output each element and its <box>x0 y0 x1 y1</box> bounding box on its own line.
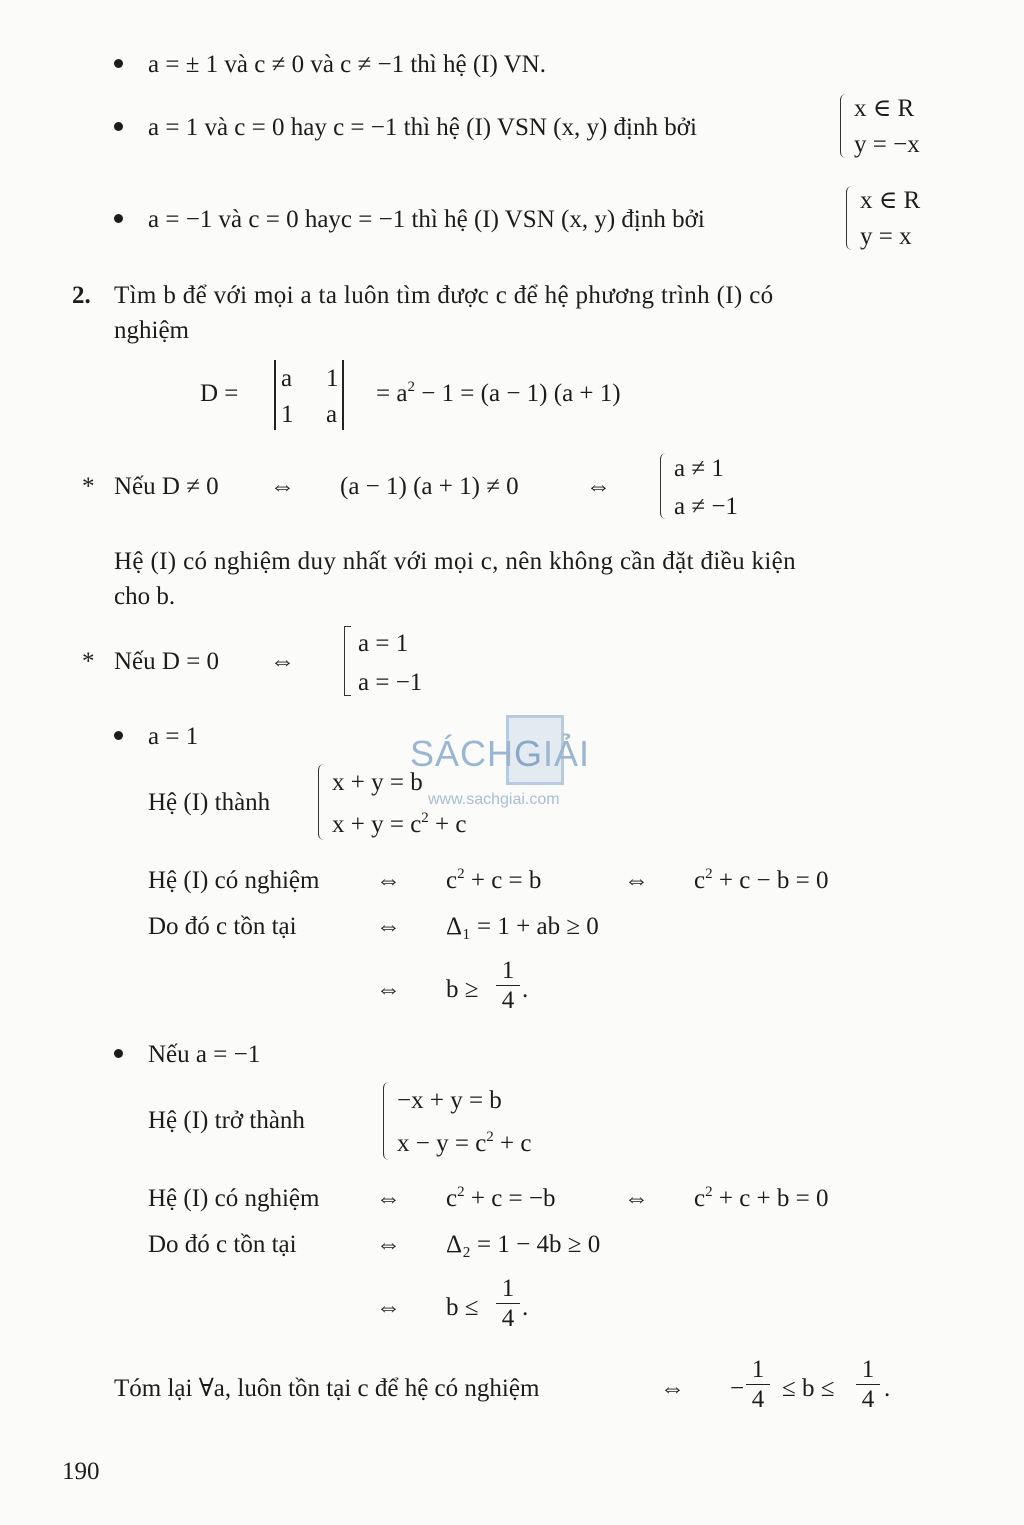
text-line: a = 1 và c = 0 hay c = −1 thì hệ (I) VSN (x, y) định bởi <box>148 114 697 141</box>
brace <box>318 764 329 840</box>
subcase-head: Nếu a = −1 <box>148 1041 261 1068</box>
watermark-logo <box>410 713 620 808</box>
equation-system <box>660 453 770 519</box>
text-line: a = −1 và c = 0 hayc = −1 thì hệ (I) VSN (x, y) định bởi <box>148 206 705 233</box>
system-line: a = −1 <box>358 669 423 696</box>
equation: (a − 1) (a + 1) ≠ 0 <box>340 473 519 500</box>
equation: Δ₁ = 1 + ab ≥ 0 <box>446 913 599 940</box>
bullet <box>114 214 123 223</box>
equation: b ≥ <box>446 976 479 1003</box>
iff-symbol: ⇔ <box>270 648 295 675</box>
minus-sign: − <box>730 1375 745 1402</box>
logo-text: SÁCHGIẢI <box>410 733 591 774</box>
iff-symbol: ⇔ <box>586 473 611 500</box>
summary-text: Tóm lại ∀a, luôn tồn tại c để hệ có nghiệm <box>114 1375 540 1402</box>
question-text: Tìm b để với mọi a ta luôn tìm được c để hệ phương trình (I) có <box>114 282 774 309</box>
system-line: $x + y = c^2 + c$ <box>332 810 467 838</box>
row-label: Hệ (I) có nghiệm <box>148 1185 320 1212</box>
row-label: Do đó c tồn tại <box>148 913 297 940</box>
system-line: −x + y = b <box>397 1087 502 1114</box>
equation: b ≤ <box>446 1294 479 1321</box>
system-line: x ∈ R <box>860 187 921 214</box>
period: . <box>522 976 529 1003</box>
det-entry: 1 <box>281 401 294 428</box>
page-number: 190 <box>62 1458 100 1485</box>
system-line: y = −x <box>854 131 920 158</box>
subcase-head: a = 1 <box>148 723 199 750</box>
equation: = $a^2 - 1 = (a - 1) (a + 1)$ <box>376 379 621 407</box>
question-number: 2. <box>72 282 91 309</box>
equation-system <box>383 1082 583 1160</box>
logo-url: www.sachgiai.com <box>428 791 560 808</box>
iff-symbol: ⇔ <box>376 976 401 1003</box>
system-line: x + y = b <box>332 769 423 796</box>
period: . <box>884 1375 891 1402</box>
brace <box>840 94 851 158</box>
fraction: 1 4 <box>496 958 520 1013</box>
system-line: a ≠ −1 <box>674 493 738 520</box>
case-condition: Nếu D = 0 <box>114 648 220 675</box>
equation: $c^2 + c - b = 0$ <box>694 866 829 894</box>
iff-symbol: ⇔ <box>376 913 401 940</box>
iff-symbol: ⇔ <box>376 1231 401 1258</box>
equation-system <box>344 626 444 696</box>
equation: $c^2 + c + b = 0$ <box>694 1184 829 1212</box>
system-line: $x - y = c^2 + c$ <box>397 1129 532 1157</box>
iff-symbol: ⇔ <box>624 1185 649 1212</box>
case-condition: Nếu D ≠ 0 <box>114 473 219 500</box>
bracket <box>344 626 351 696</box>
iff-symbol: ⇔ <box>660 1375 685 1402</box>
system-line: y = x <box>860 223 912 250</box>
question-text: nghiệm <box>114 317 189 344</box>
determinant-label: D = <box>200 380 239 407</box>
equation: Δ₂ = 1 − 4b ≥ 0 <box>446 1231 601 1258</box>
bullet <box>114 59 123 68</box>
star-marker: * <box>82 473 95 500</box>
fraction: 1 4 <box>496 1276 520 1331</box>
equation: $c^2 + c = b$ <box>446 866 542 894</box>
iff-symbol: ⇔ <box>376 1294 401 1321</box>
brace <box>383 1082 394 1160</box>
text-line: a = ± 1 và c ≠ 0 và c ≠ −1 thì hệ (I) VN. <box>148 51 546 78</box>
inequality: ≤ b ≤ <box>782 1375 835 1402</box>
system-label: Hệ (I) trở thành <box>148 1107 305 1134</box>
row-label: Do đó c tồn tại <box>148 1231 297 1258</box>
iff-symbol: ⇔ <box>270 473 295 500</box>
equation-system <box>840 94 950 158</box>
system-label: Hệ (I) thành <box>148 789 271 816</box>
det-entry: a <box>326 401 338 428</box>
iff-symbol: ⇔ <box>376 867 401 894</box>
system-line: a ≠ 1 <box>674 455 724 482</box>
iff-symbol: ⇔ <box>376 1185 401 1212</box>
bullet <box>114 122 123 131</box>
bullet <box>114 731 123 740</box>
det-entry: a <box>281 365 293 392</box>
determinant <box>274 360 344 430</box>
det-entry: 1 <box>326 365 339 392</box>
fraction: 1 4 <box>746 1357 770 1412</box>
equation-system <box>846 186 946 250</box>
system-line: x ∈ R <box>854 95 915 122</box>
bullet <box>114 1049 123 1058</box>
system-line: a = 1 <box>358 630 409 657</box>
fraction: 1 4 <box>856 1357 880 1412</box>
period: . <box>522 1294 529 1321</box>
equation: $c^2 + c = -b$ <box>446 1184 556 1212</box>
row-label: Hệ (I) có nghiệm <box>148 867 320 894</box>
paragraph-line: Hệ (I) có nghiệm duy nhất với mọi c, nên không cần đặt điều kiện <box>114 548 796 575</box>
brace <box>660 453 671 519</box>
star-marker: * <box>82 648 95 675</box>
iff-symbol: ⇔ <box>624 867 649 894</box>
paragraph-line: cho b. <box>114 583 176 610</box>
brace <box>846 186 857 250</box>
